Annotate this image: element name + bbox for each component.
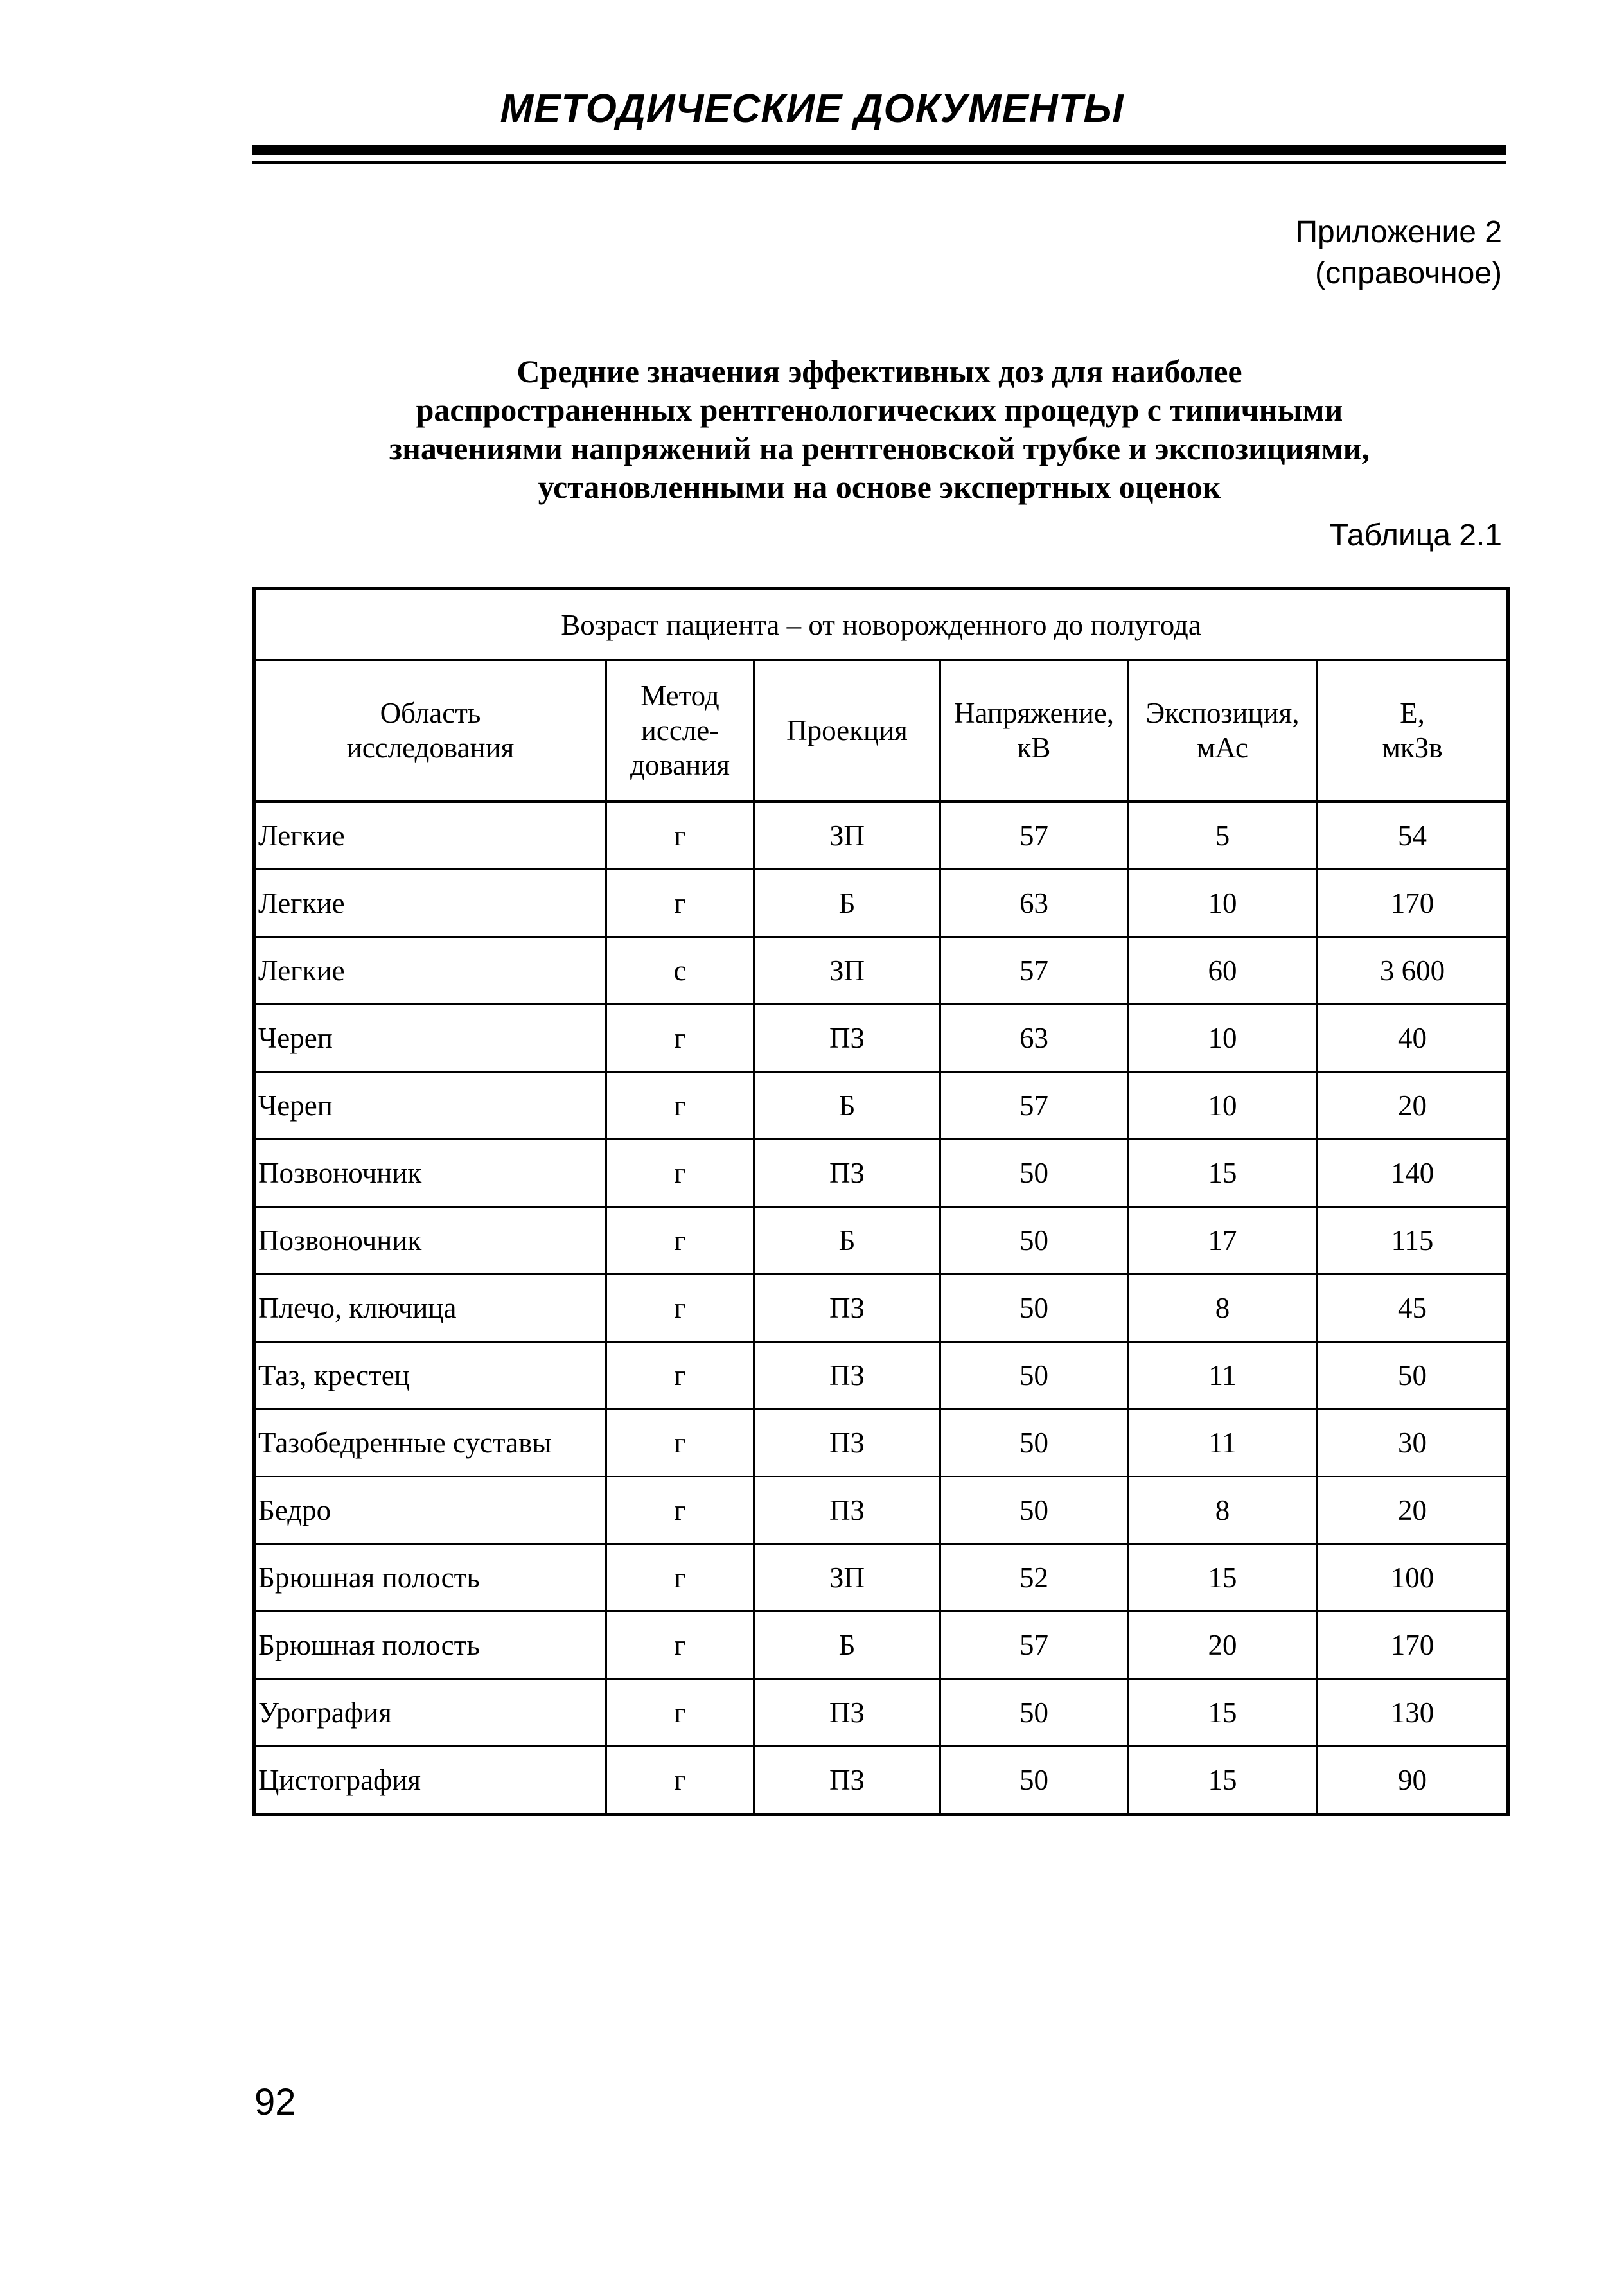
cell-method: г xyxy=(606,1072,754,1140)
cell-method: г xyxy=(606,1544,754,1612)
cell-voltage: 52 xyxy=(940,1544,1128,1612)
cell-voltage: 57 xyxy=(940,802,1128,870)
cell-method: г xyxy=(606,1005,754,1072)
document-title-line: распространенных рентгенологических процедур с типичными xyxy=(416,392,1343,428)
appendix-number: Приложение 2 xyxy=(1295,215,1502,249)
cell-voltage: 50 xyxy=(940,1342,1128,1409)
cell-dose: 45 xyxy=(1318,1274,1508,1342)
cell-projection: ПЗ xyxy=(754,1140,940,1207)
cell-dose: 115 xyxy=(1318,1207,1508,1274)
cell-method: г xyxy=(606,1140,754,1207)
header-rule-thin xyxy=(252,161,1506,164)
cell-area: Тазобедренные суставы xyxy=(254,1409,606,1477)
table-row xyxy=(254,1409,1508,1477)
cell-voltage: 57 xyxy=(940,1072,1128,1140)
cell-area: Бедро xyxy=(254,1477,606,1544)
cell-method: г xyxy=(606,1207,754,1274)
cell-exposure: 15 xyxy=(1128,1544,1318,1612)
cell-dose: 140 xyxy=(1318,1140,1508,1207)
cell-projection: Б xyxy=(754,870,940,937)
cell-voltage: 57 xyxy=(940,1612,1128,1679)
column-header-dose: E, мкЗв xyxy=(1318,660,1508,802)
cell-exposure: 5 xyxy=(1128,802,1318,870)
cell-dose: 170 xyxy=(1318,1612,1508,1679)
cell-projection: ПЗ xyxy=(754,1679,940,1747)
table-row xyxy=(254,1747,1508,1815)
cell-area: Легкие xyxy=(254,802,606,870)
appendix-label xyxy=(1295,212,1502,294)
cell-dose: 170 xyxy=(1318,870,1508,937)
cell-voltage: 50 xyxy=(940,1679,1128,1747)
cell-voltage: 63 xyxy=(940,870,1128,937)
cell-exposure: 15 xyxy=(1128,1140,1318,1207)
table-row xyxy=(254,1612,1508,1679)
cell-projection: ЗП xyxy=(754,802,940,870)
cell-dose: 20 xyxy=(1318,1072,1508,1140)
column-header-exposure: Экспозиция, мАс xyxy=(1128,660,1318,802)
cell-projection: Б xyxy=(754,1072,940,1140)
cell-area: Брюшная полость xyxy=(254,1612,606,1679)
document-title xyxy=(252,352,1506,506)
cell-exposure: 8 xyxy=(1128,1274,1318,1342)
cell-exposure: 10 xyxy=(1128,1005,1318,1072)
cell-dose: 130 xyxy=(1318,1679,1508,1747)
cell-projection: ПЗ xyxy=(754,1274,940,1342)
document-title-line: Средние значения эффективных доз для наиболее xyxy=(516,353,1242,389)
cell-method: г xyxy=(606,870,754,937)
cell-area: Цистография xyxy=(254,1747,606,1815)
cell-area: Брюшная полость xyxy=(254,1544,606,1612)
cell-area: Череп xyxy=(254,1072,606,1140)
dose-table xyxy=(252,587,1510,1816)
cell-exposure: 15 xyxy=(1128,1747,1318,1815)
cell-projection: Б xyxy=(754,1612,940,1679)
cell-voltage: 50 xyxy=(940,1477,1128,1544)
column-header-voltage: Напряжение, кВ xyxy=(940,660,1128,802)
cell-exposure: 11 xyxy=(1128,1342,1318,1409)
cell-area: Череп xyxy=(254,1005,606,1072)
column-header-area: Область исследования xyxy=(254,660,606,802)
cell-dose: 30 xyxy=(1318,1409,1508,1477)
cell-exposure: 60 xyxy=(1128,937,1318,1005)
cell-dose: 50 xyxy=(1318,1342,1508,1409)
cell-projection: Б xyxy=(754,1207,940,1274)
cell-voltage: 50 xyxy=(940,1207,1128,1274)
page-number: 92 xyxy=(254,2081,296,2123)
table-row xyxy=(254,1274,1508,1342)
cell-voltage: 50 xyxy=(940,1409,1128,1477)
cell-method: г xyxy=(606,1274,754,1342)
cell-voltage: 50 xyxy=(940,1274,1128,1342)
table-row xyxy=(254,1140,1508,1207)
table-label: Таблица 2.1 xyxy=(1329,518,1502,552)
cell-area: Таз, крестец xyxy=(254,1342,606,1409)
cell-voltage: 57 xyxy=(940,937,1128,1005)
cell-method: г xyxy=(606,1747,754,1815)
cell-area: Плечо, ключица xyxy=(254,1274,606,1342)
cell-dose: 90 xyxy=(1318,1747,1508,1815)
cell-voltage: 50 xyxy=(940,1140,1128,1207)
cell-projection: ЗП xyxy=(754,937,940,1005)
table-row xyxy=(254,1679,1508,1747)
cell-projection: ПЗ xyxy=(754,1342,940,1409)
cell-exposure: 10 xyxy=(1128,1072,1318,1140)
document-title-line: значениями напряжений на рентгеновской трубке и экспозициями, xyxy=(389,430,1370,466)
cell-projection: ПЗ xyxy=(754,1747,940,1815)
cell-dose: 3 600 xyxy=(1318,937,1508,1005)
cell-area: Позвоночник xyxy=(254,1207,606,1274)
table-row xyxy=(254,1207,1508,1274)
column-header-method: Метод иссле- дования xyxy=(606,660,754,802)
cell-voltage: 50 xyxy=(940,1747,1128,1815)
cell-dose: 100 xyxy=(1318,1544,1508,1612)
cell-method: г xyxy=(606,1477,754,1544)
table-row xyxy=(254,937,1508,1005)
cell-area: Легкие xyxy=(254,937,606,1005)
cell-method: с xyxy=(606,937,754,1005)
running-header-title: МЕТОДИЧЕСКИЕ ДОКУМЕНТЫ xyxy=(500,87,1124,131)
table-body xyxy=(254,802,1508,1815)
cell-exposure: 17 xyxy=(1128,1207,1318,1274)
cell-dose: 20 xyxy=(1318,1477,1508,1544)
column-header-projection: Проекция xyxy=(754,660,940,802)
cell-voltage: 63 xyxy=(940,1005,1128,1072)
cell-exposure: 15 xyxy=(1128,1679,1318,1747)
table-row xyxy=(254,1342,1508,1409)
header-rule-thick xyxy=(252,145,1506,155)
table-row xyxy=(254,1544,1508,1612)
cell-area: Урография xyxy=(254,1679,606,1747)
cell-exposure: 10 xyxy=(1128,870,1318,937)
cell-method: г xyxy=(606,1409,754,1477)
cell-method: г xyxy=(606,1679,754,1747)
table-row xyxy=(254,1005,1508,1072)
cell-method: г xyxy=(606,1612,754,1679)
cell-exposure: 11 xyxy=(1128,1409,1318,1477)
table-row xyxy=(254,870,1508,937)
table-row xyxy=(254,1477,1508,1544)
cell-projection: ПЗ xyxy=(754,1477,940,1544)
cell-dose: 54 xyxy=(1318,802,1508,870)
cell-method: г xyxy=(606,802,754,870)
cell-area: Позвоночник xyxy=(254,1140,606,1207)
cell-area: Легкие xyxy=(254,870,606,937)
table-row xyxy=(254,802,1508,870)
table-row xyxy=(254,1072,1508,1140)
cell-projection: ПЗ xyxy=(754,1409,940,1477)
cell-projection: ПЗ xyxy=(754,1005,940,1072)
age-caption: Возраст пациента – от новорожденного до полугода xyxy=(254,589,1508,660)
cell-exposure: 20 xyxy=(1128,1612,1318,1679)
cell-exposure: 8 xyxy=(1128,1477,1318,1544)
appendix-type: (справочное) xyxy=(1315,256,1502,290)
document-title-line: установленными на основе экспертных оценок xyxy=(538,469,1221,505)
cell-method: г xyxy=(606,1342,754,1409)
cell-projection: ЗП xyxy=(754,1544,940,1612)
cell-dose: 40 xyxy=(1318,1005,1508,1072)
